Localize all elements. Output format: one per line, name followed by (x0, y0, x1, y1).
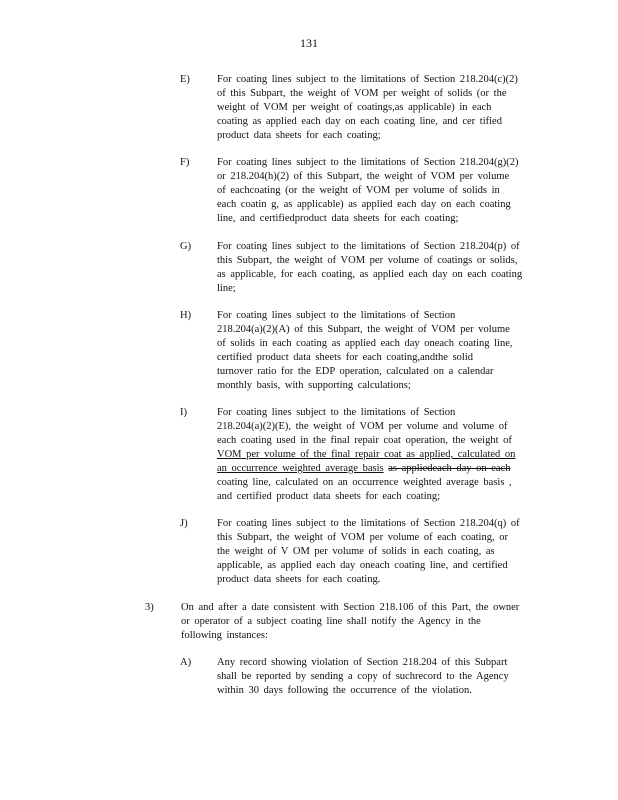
item-letter: E) (180, 74, 190, 85)
text-line: 218.204(a)(2)(E), the weight of VOM per volume and volume of (217, 421, 508, 432)
text-line: applicable, as applied each day oneach coating line, and certified (217, 560, 508, 571)
text-line: or 218.204(h)(2) of this Subpart, the weight of VOM per volume (217, 171, 510, 182)
deleted-text: as appliedeach day on each (388, 463, 511, 474)
text-line: each coatin g, as applicable) as applied each day on each coating (217, 199, 511, 210)
text-line: each coating used in the final repair coat operation, the weight of (217, 435, 512, 446)
text-line: For coating lines subject to the limitations of Section 218.204(p) of (217, 241, 520, 252)
item-text (181, 601, 541, 643)
text-line: For coating lines subject to the limitations of Section 218.204(c)(2) (217, 74, 518, 85)
item-text (217, 406, 547, 504)
item-letter: A) (180, 657, 192, 668)
text-line: line; (217, 283, 236, 294)
text-line: coating as applied each day on each coating line, and cer tified (217, 116, 502, 127)
text-line: Any record showing violation of Section 218.204 of this Subpart (217, 657, 508, 668)
inserted-text: an occurrence weighted average basis (217, 463, 384, 474)
text-line: For coating lines subject to the limitations of Section (217, 407, 456, 418)
item-text (217, 309, 547, 393)
text-line: shall be reported by sending a copy of suchrecord to the Agency (217, 671, 509, 682)
text-line: For coating lines subject to the limitations of Section 218.204(g)(2) (217, 157, 519, 168)
text-line: of this Subpart, the weight of VOM per weight of solids (or the (217, 88, 507, 99)
item-letter: G) (180, 241, 192, 252)
item-letter: H) (180, 310, 192, 321)
text-line: For coating lines subject to the limitations of Section 218.204(q) of (217, 518, 520, 529)
text-line: For coating lines subject to the limitations of Section (217, 310, 456, 321)
text-line: this Subpart, the weight of VOM per volume of each coating, or (217, 532, 508, 543)
item-letter: J) (180, 518, 188, 529)
text-line: of eachcoating (or the weight of VOM per volume of solids in (217, 185, 500, 196)
item-text (217, 517, 547, 587)
text-line: monthly basis, with supporting calculations; (217, 380, 411, 391)
inserted-text-line: VOM per volume of the final repair coat as applied, calculated on (217, 449, 516, 460)
text-line: product data sheets for each coating. (217, 574, 381, 585)
text-line: turnover ratio for the EDP operation, calculated on a calendar (217, 366, 494, 377)
text-line: line, and certifiedproduct data sheets for each coating; (217, 213, 459, 224)
text-line: product data sheets for each coating; (217, 130, 381, 141)
item-text (217, 73, 547, 143)
item-letter: F) (180, 157, 190, 168)
text-line: as applicable, for each coating, as applied each day on each coating (217, 269, 523, 280)
text-line: weight of VOM per weight of coatings,as applicable) in each (217, 102, 492, 113)
text-line: following instances: (181, 630, 268, 641)
page-number: 131 (300, 36, 318, 50)
text-line: coating line, calculated on an occurrence weighted average basis , (217, 477, 512, 488)
item-letter: I) (180, 407, 187, 418)
mixed-text-line (217, 462, 547, 476)
text-line: within 30 days following the occurrence of the violation. (217, 685, 472, 696)
text-line: 218.204(a)(2)(A) of this Subpart, the weight of VOM per volume (217, 324, 510, 335)
item-text (217, 156, 547, 226)
item-text (217, 656, 547, 698)
item-text (217, 240, 547, 296)
text-line: and certified product data sheets for each coating; (217, 491, 441, 502)
text-line: the weight of V OM per volume of solids in each coating, as (217, 546, 495, 557)
text-line: of solids in each coating as applied each day oneach coating line, (217, 338, 513, 349)
text-line: or operator of a subject coating line shall notify the Agency in the (181, 616, 481, 627)
item-number: 3) (145, 602, 154, 613)
text-line: certified product data sheets for each coating,andthe solid (217, 352, 473, 363)
text-line: On and after a date consistent with Section 218.106 of this Part, the owner (181, 602, 520, 613)
text-line: this Subpart, the weight of VOM per volume of coatings or solids, (217, 255, 518, 266)
